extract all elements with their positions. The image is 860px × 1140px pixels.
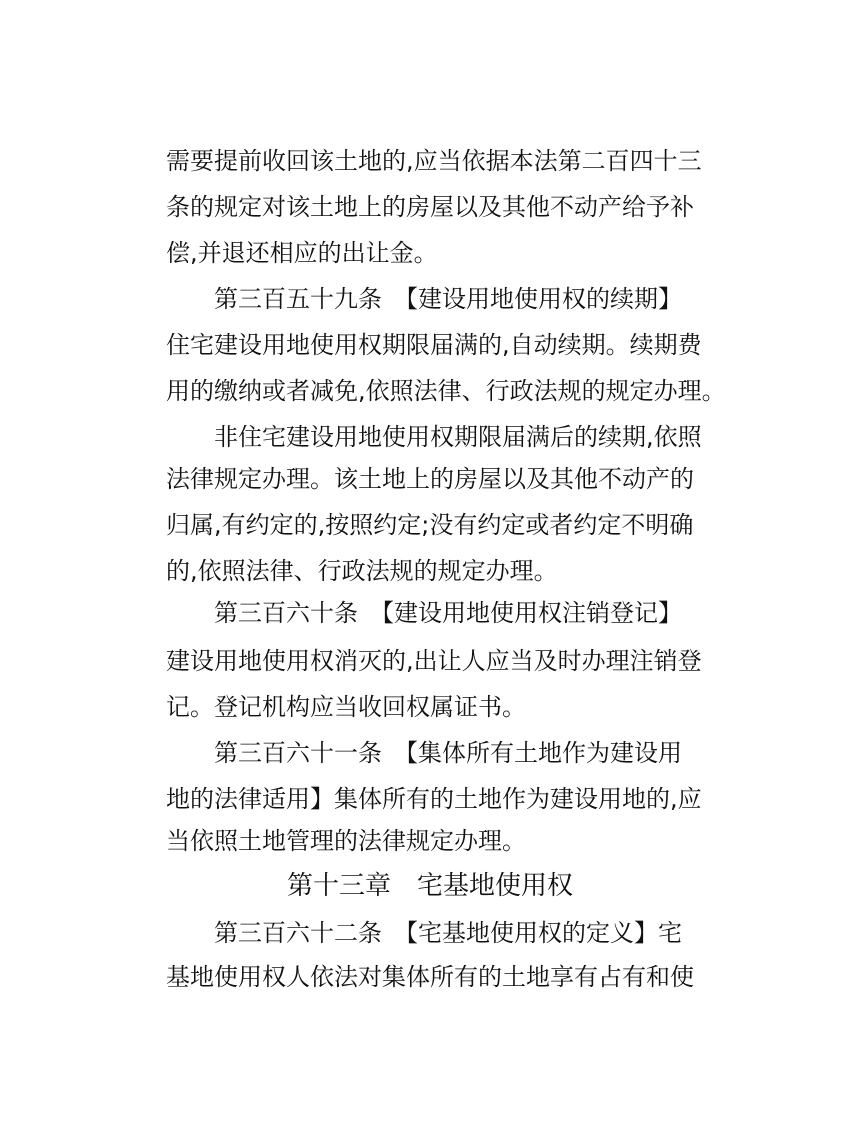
text-line: 条的规定对该土地上的房屋以及其他不动产给予补	[166, 193, 694, 221]
article-359-heading: 第三百五十九条 【建设用地使用权的续期】	[214, 285, 682, 313]
text-line: 地的法律适用】集体所有的土地作为建设用地的,应	[166, 785, 702, 813]
text-line: 当依照土地管理的法律规定办理。	[166, 827, 526, 855]
paragraph-start: 非住宅建设用地使用权期限届满后的续期,依照	[214, 423, 702, 451]
text-line: 归属,有约定的,按照约定;没有约定或者约定不明确	[166, 511, 694, 539]
article-361-heading: 第三百六十一条 【集体所有土地作为建设用	[214, 739, 682, 767]
article-362-heading: 第三百六十二条 【宅基地使用权的定义】宅	[214, 919, 682, 947]
text-line: 记。登记机构应当收回权属证书。	[166, 693, 526, 721]
article-360-heading: 第三百六十条 【建设用地使用权注销登记】	[214, 599, 682, 627]
chapter-heading: 第十三章 宅基地使用权	[286, 871, 573, 901]
text-line: 的,依照法律、行政法规的规定办理。	[166, 557, 558, 585]
text-line: 需要提前收回该土地的,应当依据本法第二百四十三	[166, 147, 702, 175]
text-line: 建设用地使用权消灭的,出让人应当及时办理注销登	[166, 647, 702, 675]
text-line: 用的缴纳或者减免,依照法律、行政法规的规定办理。	[166, 377, 726, 405]
text-line: 偿,并退还相应的出让金。	[166, 239, 438, 267]
text-line: 基地使用权人依法对集体所有的土地享有占有和使	[166, 963, 694, 991]
text-line: 住宅建设用地使用权期限届满的,自动续期。续期费	[166, 331, 702, 359]
text-line: 法律规定办理。该土地上的房屋以及其他不动产的	[166, 465, 694, 493]
